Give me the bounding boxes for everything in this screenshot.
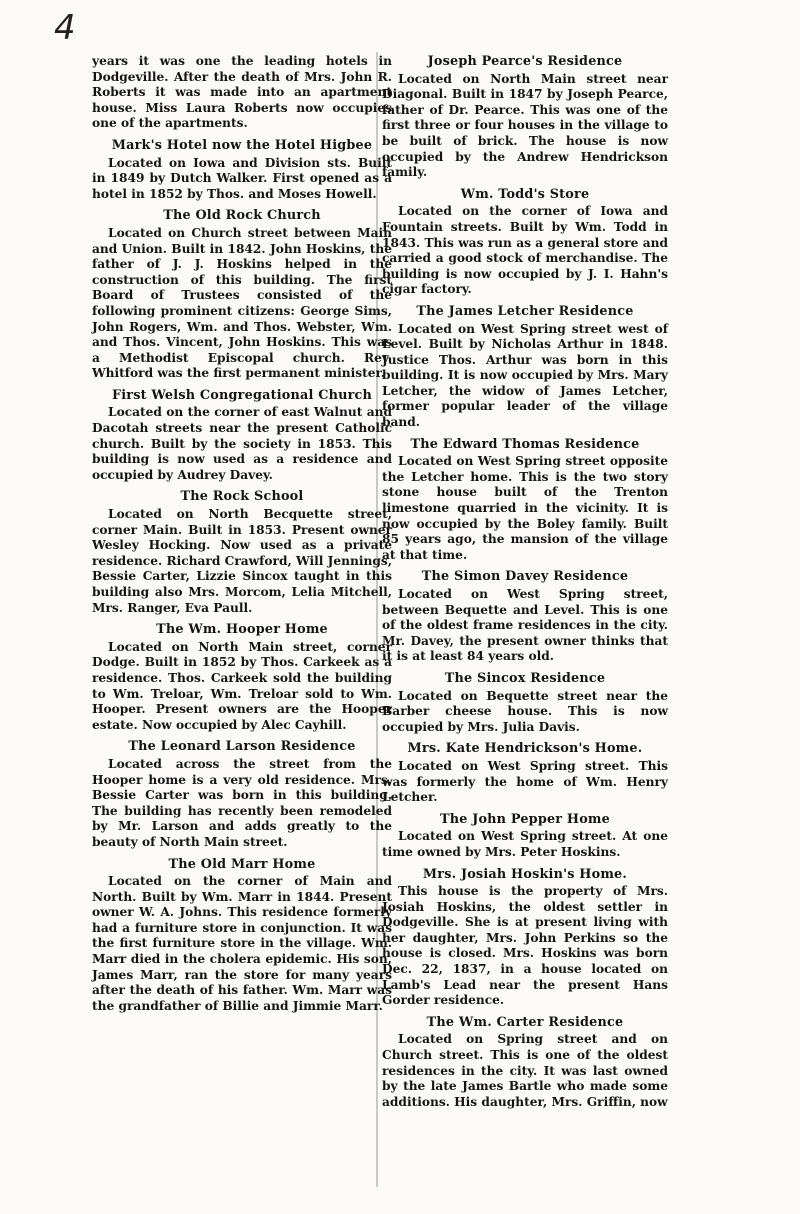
section-heading: Mark's Hotel now the Hotel Higbee [111,137,373,153]
paragraph: Located on North Main street, corner Dodge. Built in 1852 by Thos. Carkeek as a residence. Thos. Carkeek sold the building to Wm. Treloar, Wm. Treloar sold to Wm. Hooper. Present owners are the Hooper estate. Now occupied by Alec Cayhill. [92,639,392,732]
section-heading: Mrs. Kate Hendrickson's Home. [407,741,643,757]
section-heading: The Old Marr Home [168,856,316,872]
paragraph: Located on North Becquette street, corner Main. Built in 1853. Present owner Wesley Hocking. Now used as a private residence. Richard Crawford, Will Jennings, Bessie Carter, Lizzie Sincox taught in this building also Mrs. Morcom, Lelia Mitchell, Mrs. Ranger, Eva Paull. [92,507,392,615]
section-heading: The Wm. Hooper Home [156,622,328,638]
section-thomas-residence [382,437,668,564]
section-heading: The John Pepper Home [439,811,611,827]
paragraph: Located on Bequette street near the Barber cheese house. This is now occupied by Mrs. Julia Davis. [382,688,668,734]
section-heading: Joseph Pearce's Residence [427,54,623,69]
section-rock-school [92,489,392,616]
section-letcher-residence [382,304,668,431]
section-old-rock-church [92,208,392,382]
section-heading: Mrs. Josiah Hoskin's Home. [422,866,628,882]
section-heading: First Welsh Congregational Church [111,387,373,403]
section-sincox-residence [382,671,668,735]
paragraph: Located on West Spring street west of Level. Built by Nicholas Arthur in 1848. Justice Thos. Arthur was born in this building. It is now occupied by Mrs. Mary Letcher, the widow of James Letcher, former popular leader of the village band. [382,321,668,430]
section-heading: The Simon Davey Residence [421,569,629,585]
section-heading: The Leonard Larson Residence [128,739,356,755]
section-carter-residence [382,1015,668,1111]
section-heading: The Edward Thomas Residence [410,436,640,452]
paragraph: Located on West Spring street, between Bequette and Level. This is one of the oldest frame residences in the city. Mr. Davey, the present owner thinks that it is at least 84 years old. [382,587,668,664]
section-welsh-church [92,388,392,484]
section-pearce-residence [382,54,668,181]
section-heading: The Sincox Residence [444,670,606,686]
paragraph: Located on Church street between Main and Union. Built in 1842. John Hoskins, the father of J. J. Hoskins helped in the construction of this building. The first Board of Trustees consisted of the following prominent citizens: George Sims, John Rogers, Wm. and Thos. Webster, Wm. and Thos. Vincent, John Hoskins. This was a Methodist Episcopal church. Rev. Whitford was the first permanent minister. [92,225,392,381]
right-column [382,54,668,1110]
left-column [92,54,392,1014]
section-heading: Wm. Todd's Store [460,186,590,202]
paragraph: Located on Spring street and on Church street. This is one of the oldest residences in the city. It was last owned by the late James Bartle who made some additions. His daughter, Mrs. Griffin, now [382,1032,668,1109]
paragraph: years it was one the leading hotels in Dodgeville. After the death of Mrs. John R. Roberts it was made into an apartment house. Miss Laura Roberts now occupies one of the apartments. [92,54,392,131]
paragraph: Located on Iowa and Division sts. Built in 1849 by Dutch Walker. First opened as a hotel in 1852 by Thos. and Moses Howell. [92,155,392,201]
paragraph: Located on West Spring street. This was formerly the home of Wm. Henry Letcher. [382,758,668,805]
page-number: 4 [54,8,76,48]
section-heading: The Rock School [180,489,304,505]
section-intro [92,54,392,132]
section-pepper-home [382,812,668,861]
paragraph: Located on North Main street near Diagonal. Built in 1847 by Joseph Pearce, father of Dr. Pearce. This was one of the first three or four houses in the village to be built of brick. The house is now occupied by the Andrew Hendrickson family. [382,71,668,180]
paragraph: Located on the corner of east Walnut and Dacotah streets near the present Catholic church. Built by the society in 1853. This building is now used as a residence and occupied by Audrey Davey. [92,405,392,482]
section-davey-residence [382,569,668,665]
section-heading: The Old Rock Church [163,208,321,224]
paragraph: Located on the corner of Iowa and Fountain streets. Built by Wm. Todd in 1843. This was run as a general store and carried a good stock of merchandise. The building is now occupied by J. I. Hahn's cigar factory. [382,204,668,297]
section-larson-residence [92,739,392,850]
section-hoskins-home [382,867,668,1009]
section-marks-hotel [92,138,392,202]
paragraph: This house is the property of Mrs. Josiah Hoskins, the oldest settler in Dodgeville. She is at present living with her daughter, Mrs. John Perkins so the house is closed. Mrs. Hoskins was born Dec. 22, 1837, in a house located on Lamb's Lead near the present Hans Gorder residence. [382,884,668,1008]
paragraph: Located on the corner of Main and North. Built by Wm. Marr in 1844. Present owner W. A. Johns. This residence formerly had a furniture store in conjunction. It was the first furniture store in the village. Wm. Marr died in the cholera epidemic. His son, James Marr, ran the store for many years after the death of his father. Wm. Marr was the grandfather of Billie and Jimmie Marr. [92,874,392,1013]
paragraph: Located on West Spring street opposite the Letcher home. This is the two story stone house built of the Trenton limestone quarried in the vicinity. It is now occupied by the Boley family. Built 85 years ago, the mansion of the village at that time. [382,454,668,562]
section-marr-home [92,857,392,1015]
section-hooper-home [92,622,392,733]
paragraph: Located across the street from the Hooper home is a very old residence. Mrs. Bessie Carter was born in this building. The building has recently been remodeled by Mr. Larson and adds greatly to the beauty of North Main street. [92,756,392,849]
section-heading: The James Letcher Residence [416,303,634,319]
section-hendrickson-home [382,741,668,805]
section-heading: The Wm. Carter Residence [426,1014,624,1030]
section-todds-store [382,187,668,298]
paragraph: Located on West Spring street. At one time owned by Mrs. Peter Hoskins. [382,829,668,859]
